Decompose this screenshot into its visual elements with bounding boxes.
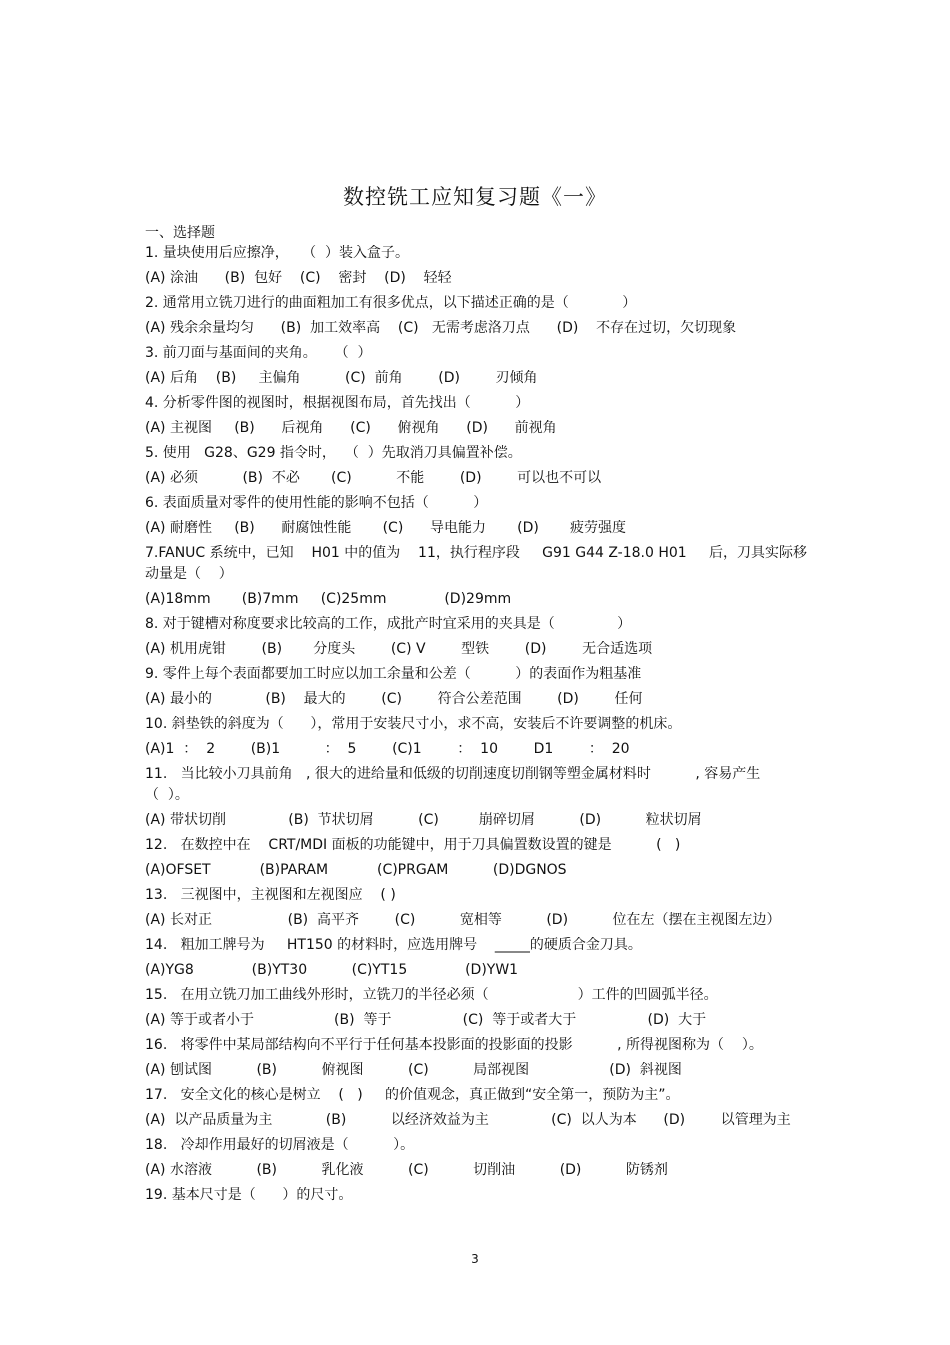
answer-options-line: (A) 涂油 (B) 包好 (C) 密封 (D) 轻轻 [145, 270, 452, 286]
answer-options-line: (A) 带状切削 (B) 节状切屑 (C) 崩碎切屑 (D) 粒状切屑 [145, 812, 702, 828]
question-list [145, 245, 810, 1212]
answer-options-line: (A)YG8 (B)YT30 (C)YT15 (D)YW1 [145, 962, 519, 978]
question-line: 2. 通常用立铣刀进行的曲面粗加工有很多优点，以下描述正确的是（ ） [145, 295, 637, 311]
answer-options-line: (A) 等于或者小于 (B) 等于 (C) 等于或者大于 (D) 大于 [145, 1012, 707, 1028]
question-line: 8. 对于键槽对称度要求比较高的工作，成批产时宜采用的夹具是（ ） [145, 616, 632, 632]
question-line: 4. 分析零件图的视图时，根据视图布局，首先找出（ ） [145, 395, 530, 411]
question-line: 19. 基本尺寸是（ ）的尺寸。 [145, 1187, 353, 1203]
question-line: （ ）。 [145, 787, 189, 803]
answer-options-line: (A) 必须 (B) 不必 (C) 不能 (D) 可以也不可以 [145, 470, 602, 486]
question-line: 1. 量块使用后应擦净， （ ）装入盒子。 [145, 245, 410, 261]
answer-options-line: (A)OFSET (B)PARAM (C)PRGAM (D)DGNOS [145, 862, 567, 878]
section-heading: 一、选择题 [145, 225, 215, 241]
question-line: 17. 安全文化的核心是树立 ( ) 的价值观念，真正做到“安全第一，预防为主”。 [145, 1087, 680, 1103]
answer-options-line: (A) 残余余量均匀 (B) 加工效率高 (C) 无需考虑洛刀点 (D) 不存在过切，欠切现象 [145, 320, 737, 336]
question-line: 16. 将零件中某局部结构向不平行于任何基本投影面的投影面的投影 , 所得视图称为（ ）。 [145, 1037, 763, 1053]
question-line: 动量是（ ） [145, 566, 233, 582]
question-line: 13. 三视图中，主视图和左视图应 ( ) [145, 887, 396, 903]
answer-options-line: (A) 耐磨性 (B) 耐腐蚀性能 (C) 导电能力 (D) 疲劳强度 [145, 520, 626, 536]
question-line: 18. 冷却作用最好的切屑液是（ ）。 [145, 1137, 415, 1153]
question-line: 7.FANUC 系统中，已知 H01 中的值为 11，执行程序段 G91 G44 Z-18.0 H01 后，刀具实际移 [145, 545, 807, 561]
question-line: 12. 在数控中在 CRT/MDI 面板的功能键中，用于刀具偏置数设置的键是 ( ) [145, 837, 681, 853]
answer-options-line: (A) 刨试图 (B) 俯视图 (C) 局部视图 (D) 斜视图 [145, 1062, 682, 1078]
question-line: 11. 当比较小刀具前角 , 很大的进给量和低级的切削速度切削钢等塑金属材料时 , 容易产生 [145, 766, 761, 782]
question-line: 15. 在用立铣刀加工曲线外形时，立铣刀的半径必须（ ）工件的凹圆弧半径。 [145, 987, 718, 1003]
answer-options-line: (A)18mm (B)7mm (C)25mm (D)29mm [145, 591, 512, 607]
answer-options-line: (A)1 ： 2 (B)1 ： 5 (C)1 ： 10 D1 ： 20 [145, 741, 630, 757]
question-line: 9. 零件上每个表面都要加工时应以加工余量和公差（ ）的表面作为粗基准 [145, 666, 642, 682]
question-line: 14. 粗加工牌号为 HT150 的材料时，应选用牌号 _____的硬质合金刀具。 [145, 937, 642, 953]
document-title: 数控铣工应知复习题《一》 [343, 185, 607, 209]
question-line: 3. 前刀面与基面间的夹角。 （ ） [145, 345, 372, 361]
answer-options-line: (A) 机用虎钳 (B) 分度头 (C) V 型铁 (D) 无合适选项 [145, 641, 653, 657]
question-line: 6. 表面质量对零件的使用性能的影响不包括（ ） [145, 495, 488, 511]
answer-options-line: (A) 主视图 (B) 后视角 (C) 俯视角 (D) 前视角 [145, 420, 557, 436]
answer-options-line: (A) 水溶液 (B) 乳化液 (C) 切削油 (D) 防锈剂 [145, 1162, 668, 1178]
question-line: 10. 斜垫铁的斜度为（ ），常用于安装尺寸小，求不高，安装后不许要调整的机床。 [145, 716, 682, 732]
page-number: 3 [471, 1252, 479, 1266]
answer-options-line: (A) 最小的 (B) 最大的 (C) 符合公差范围 (D) 任何 [145, 691, 643, 707]
answer-options-line: (A) 长对正 (B) 高平齐 (C) 宽相等 (D) 位在左（摆在主视图左边） [145, 912, 781, 928]
answer-options-line: (A) 后角 (B) 主偏角 (C) 前角 (D) 刃倾角 [145, 370, 538, 386]
question-line: 5. 使用 G28、G29 指令时， （ ）先取消刀具偏置补偿。 [145, 445, 522, 461]
answer-options-line: (A) 以产品质量为主 (B) 以经济效益为主 (C) 以人为本 (D) 以管理为主 [145, 1112, 791, 1128]
